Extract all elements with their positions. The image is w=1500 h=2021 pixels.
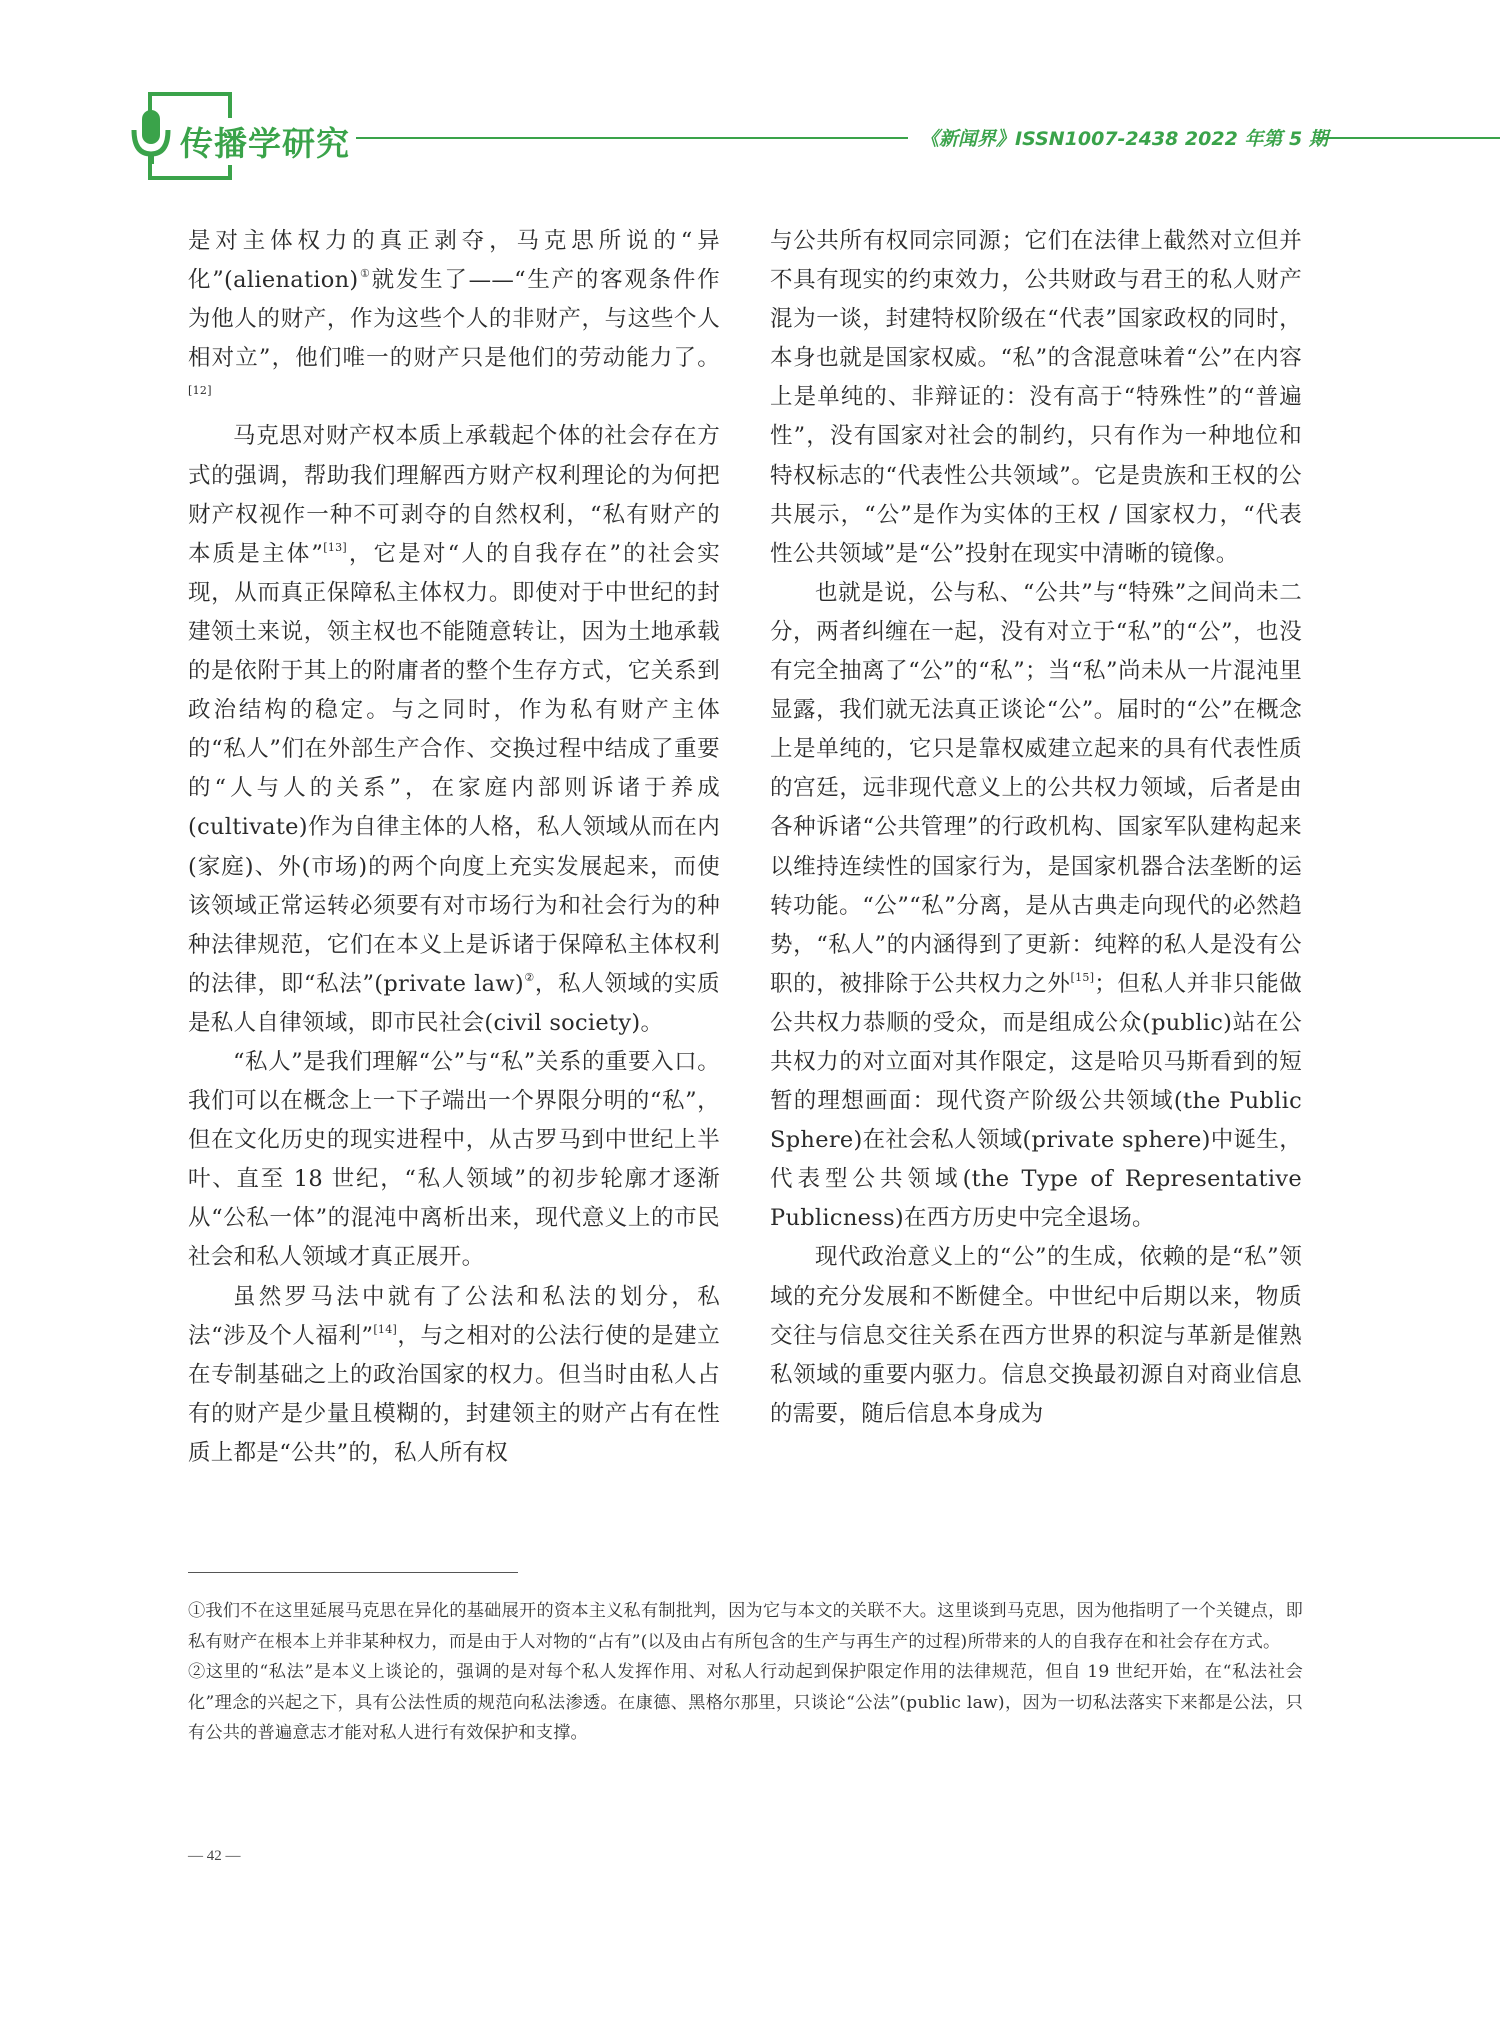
footnote-divider [188, 1572, 518, 1573]
footnote-marker[interactable]: ① [358, 267, 372, 281]
citation-ref[interactable]: [14] [373, 1322, 398, 1336]
paragraph: 与公共所有权同宗同源；它们在法律上截然对立但并不具有现实的约束效力，公共财政与君王的私人财产混为一谈，封建特权阶级在“代表”国家政权的同时，本身也就是国家权威。“私”的含混意味着“公”在内容上是单纯的、非辩证的：没有高于“特殊性”的“普遍性”，没有国家对社会的制约，只有作为一种地位和特权标志的“代表性公共领域”。它是贵族和王权的公共展示，“公”是作为实体的王权 / 国家权力，“代表性公共领域”是“公”投射在现实中清晰的镜像。 [770, 228, 1302, 567]
paragraph [188, 1278, 720, 1473]
paragraph: “私人”是我们理解“公”与“私”关系的重要入口。我们可以在概念上一下子端出一个界限分明的“私”，但在文化历史的现实进程中，从古罗马到中世纪上半叶、直至 18 世纪，“私人领域”的初步轮廓才逐渐从“公私一体”的混沌中离析出来，现代意义上的市民社会和私人领域才真正展开。 [188, 1048, 720, 1271]
text-run: 也就是说，公与私、“公共”与“特殊”之间尚未二分，两者纠缠在一起，没有对立于“私”的“公”，也没有完全抽离了“公”的“私”；当“私”尚未从一片混沌里显露，我们就无法真正谈论“公”。届时的“公”在概念上是单纯的，它只是靠权威建立起来的具有代表性质的宫廷，远非现代意义上的公共权力领域，后者是由各种诉诸“公共管理”的行政机构、国家军队建构起来以维持连续性的国家行为，是国家机器合法垄断的运转功能。“公”“私”分离，是从古典走向现代的必然趋势，“私人”的内涵得到了更新：纯粹的私人是没有公职的，被排除于公共权力之外 [770, 579, 1302, 997]
page-number: — 42 — [188, 1848, 241, 1864]
text-run: 虽然罗马法中就有了公法和私法的划分，私法“涉及个人福利” [188, 1283, 720, 1349]
section-title: 传播学研究 [180, 118, 356, 165]
left-column [188, 222, 720, 1473]
paragraph [188, 222, 720, 417]
header-rule-middle [340, 137, 908, 139]
citation-ref[interactable]: [15] [1070, 970, 1095, 984]
text-run: 是对主体权力的真正剥夺，马克思所说的“异化”(alienation) [188, 228, 720, 294]
text-run: ，与之相对的公法行使的是建立在专制基础之上的政治国家的权力。但当时由私人占有的财产是少量且模糊的，封建领主的财产占有在性质上都是“公共”的，私人所有权 [188, 1322, 720, 1466]
footnote-2: ②这里的“私法”是本义上谈论的，强调的是对每个私人发挥作用、对私人行动起到保护限定作用的法律规范，但自 19 世纪开始，在“私法社会化”理念的兴起之下，具有公法性质的规范向私法渗透。在康德、黑格尔那里，只谈论“公法”(public law)，因为一切私法落实下来都是公法，只有公共的普遍意志才能对私人进行有效保护和支撑。 [188, 1662, 1303, 1743]
header-rule-right [1316, 137, 1500, 139]
citation-ref[interactable]: [13] [323, 540, 348, 554]
footnote-1: ①我们不在这里延展马克思在异化的基础展开的资本主义私有制批判，因为它与本文的关联不大。这里谈到马克思，因为他指明了一个关键点，即私有财产在根本上并非某种权力，而是由于人对物的“占有”(以及由占有所包含的生产与再生产的过程)所带来的人的自我存在和社会存在方式。 [188, 1601, 1303, 1652]
journal-info: 《新闻界》ISSN1007-2438 2022 年第 5 期 [920, 128, 1328, 150]
footnote-marker[interactable]: ② [523, 970, 535, 984]
paragraph: 现代政治意义上的“公”的生成，依赖的是“私”领域的充分发展和不断健全。中世纪中后期以来，物质交往与信息交往关系在西方世界的积淀与革新是催熟私领域的重要内驱力。信息交换最初源自对商业信息的需要，随后信息本身成为 [770, 1244, 1302, 1427]
text-run: 就发生了——“生产的客观条件作为他人的财产，作为这些个人的非财产，与这些个人相对立”，他们唯一的财产只是他们的劳动能力了。 [188, 267, 720, 372]
page-header [0, 0, 1500, 200]
paragraph [770, 574, 1302, 1239]
text-run: ，它是对“人的自我存在”的社会实现，从而真正保障私主体权力。即使对于中世纪的封建领土来说，领主权也不能随意转让，因为土地承载的是依附于其上的附庸者的整个生存方式，它关系到政治结构的稳定。与之同时，作为私有财产主体的“私人”们在外部生产合作、交换过程中结成了重要的“人与人的关系”，在家庭内部则诉诸于养成(cultivate)作为自律主体的人格，私人领域从而在内(家庭)、外(市场)的两个向度上充实发展起来，而使该领域正常运转必须要有对市场行为和社会行为的种种法律规范，它们在本义上是诉诸于保障私主体权利的法律，即“私法”(private law) [188, 540, 720, 997]
footnotes [188, 1596, 1303, 1749]
citation-ref[interactable]: [12] [188, 384, 212, 398]
text-run: ，私人领域的实质是私人自律领域，即市民社会(civil society)。 [188, 970, 720, 1036]
text-run: 马克思对财产权本质上承载起个体的社会存在方式的强调，帮助我们理解西方财产权利理论的为何把财产权视作一种不可剥夺的自然权利，“私有财产的本质是主体” [188, 423, 720, 567]
microphone-icon [128, 108, 188, 168]
paragraph [188, 417, 720, 1043]
right-column [770, 222, 1302, 1434]
text-run: ；但私人并非只能做公共权力恭顺的受众，而是组成公众(public)站在公共权力的对立面对其作限定，这是哈贝马斯看到的短暂的理想画面：现代资产阶级公共领域(the Public Sphere)在社会私人领域(private sphere)中诞生，代表型公共领域(the Type of Representative Publicness)在西方历史中完全退场。 [770, 970, 1302, 1232]
